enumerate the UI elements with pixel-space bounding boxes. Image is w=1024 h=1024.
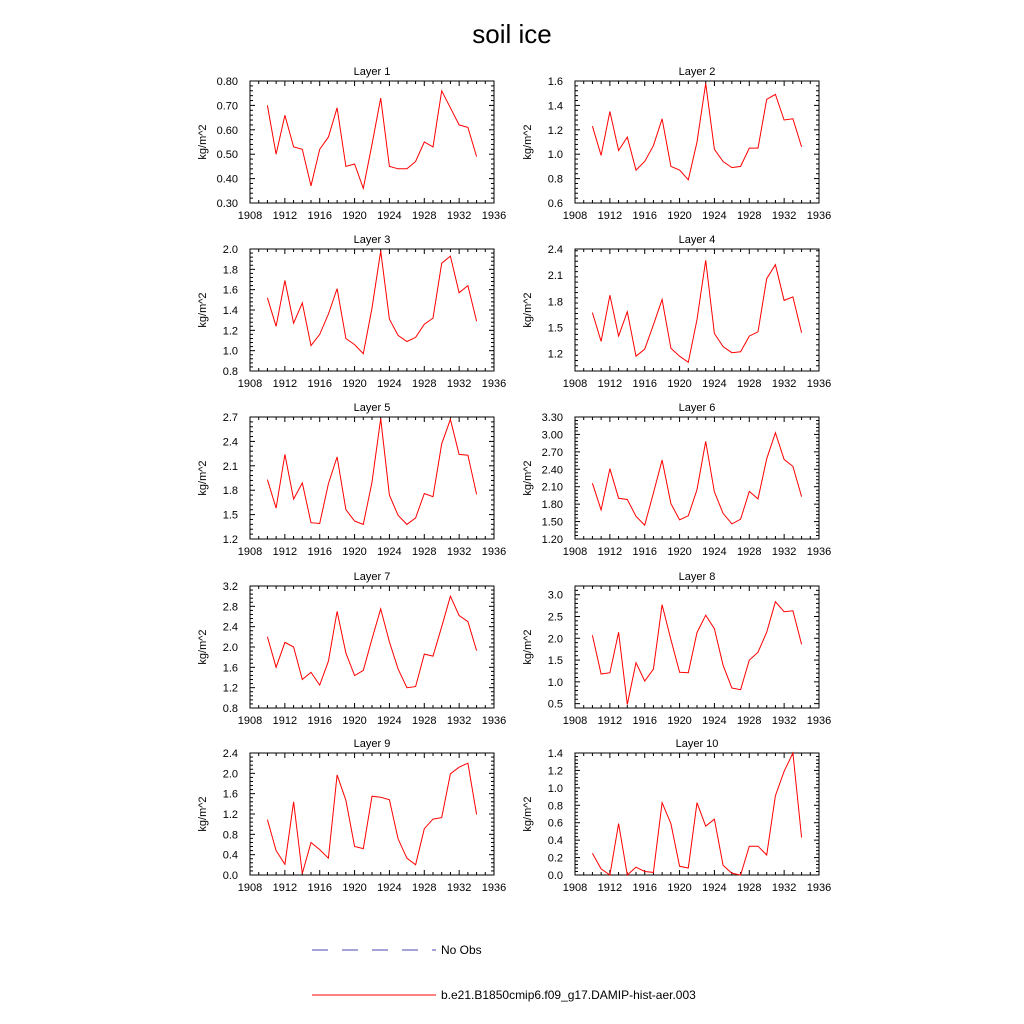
x-tick-label: 1912 [597,715,623,727]
y-tick-label: 1.6 [547,76,563,88]
x-tick-label: 1912 [272,378,298,390]
x-tick-label: 1908 [562,715,588,727]
y-tick-label: 3.2 [222,581,238,593]
series-line [592,260,801,362]
plot-frame [575,249,819,371]
x-tick-label: 1920 [667,882,692,894]
y-tick-label: 0.4 [547,835,563,848]
figure-title: soil ice [472,19,552,49]
x-tick-label: 1924 [377,378,402,390]
x-tick-label: 1916 [632,378,657,390]
y-tick-label: 1.2 [222,809,238,821]
y-tick-label: 2.0 [547,633,563,646]
y-axis-label: kg/m^2 [197,460,209,496]
panel-layer-3 [197,234,506,390]
y-tick-label: 0.40 [216,173,238,186]
plot-frame [575,417,819,539]
y-tick-label: 1.8 [222,264,238,277]
x-tick-label: 1928 [737,378,762,390]
plot-frame [250,586,494,708]
y-axis-label: kg/m^2 [197,292,209,328]
x-tick-label: 1912 [597,546,623,558]
y-tick-label: 0.8 [547,800,563,813]
plot-frame [575,753,819,875]
y-tick-label: 0.2 [547,852,563,865]
plot-frame [575,586,819,708]
panel-layer-6 [522,402,831,558]
series-line [592,83,801,179]
y-tick-label: 2.4 [547,244,563,256]
x-tick-label: 1928 [737,715,762,727]
y-tick-label: 0.8 [222,366,238,378]
x-tick-label: 1916 [632,882,657,894]
panel-layer-10 [522,738,831,894]
x-tick-label: 1932 [446,715,472,727]
y-tick-label: 0.8 [222,703,238,715]
plot-frame [250,753,494,875]
panel-title: Layer 5 [353,402,391,414]
x-tick-label: 1908 [562,378,588,390]
x-tick-label: 1916 [307,210,332,222]
y-tick-label: 1.6 [222,662,238,675]
x-tick-label: 1916 [307,715,332,727]
x-tick-label: 1928 [737,210,762,222]
series-line [592,753,801,875]
x-tick-label: 1920 [342,882,367,894]
y-tick-label: 1.2 [547,765,563,778]
panel-title: Layer 1 [353,66,391,78]
y-tick-label: 1.50 [541,516,563,529]
series-line [267,763,476,873]
y-tick-label: 1.0 [222,345,238,358]
x-tick-label: 1936 [481,378,507,390]
y-tick-label: 0.6 [547,817,563,830]
y-tick-label: 0.70 [216,100,238,113]
y-tick-label: 1.8 [222,485,238,498]
panel-title: Layer 4 [678,234,716,246]
x-tick-label: 1924 [702,715,727,727]
x-tick-label: 1936 [481,546,507,558]
y-tick-label: 2.10 [541,481,563,494]
x-tick-label: 1928 [412,546,437,558]
y-tick-label: 0.50 [216,149,238,162]
y-axis-label: kg/m^2 [522,292,534,328]
x-tick-label: 1928 [412,882,437,894]
x-tick-label: 1924 [377,546,402,558]
y-tick-label: 0.0 [547,870,563,882]
x-tick-label: 1908 [237,546,263,558]
x-tick-label: 1928 [412,210,437,222]
y-tick-label: 0.80 [216,76,238,88]
series-line [267,419,476,525]
x-tick-label: 1920 [667,715,692,727]
y-tick-label: 2.7 [222,412,238,424]
x-tick-label: 1916 [632,210,657,222]
y-tick-label: 2.0 [222,244,238,256]
y-tick-label: 2.5 [547,611,563,624]
y-tick-label: 2.1 [222,460,238,473]
y-tick-label: 1.20 [541,534,563,546]
x-tick-label: 1932 [446,546,472,558]
x-tick-label: 1908 [237,882,263,894]
series-line [592,602,801,705]
y-tick-label: 2.70 [541,446,563,459]
x-tick-label: 1908 [237,210,263,222]
panel-title: Layer 10 [675,738,719,750]
x-tick-label: 1912 [272,882,298,894]
y-tick-label: 3.00 [541,429,563,442]
x-tick-label: 1912 [597,882,623,894]
y-tick-label: 1.0 [547,676,563,689]
x-tick-label: 1912 [272,715,298,727]
x-tick-label: 1916 [307,546,332,558]
x-tick-label: 1920 [667,546,692,558]
x-tick-label: 1936 [806,546,832,558]
panel-title: Layer 6 [678,402,716,414]
series-line [267,91,476,189]
x-tick-label: 1928 [412,378,437,390]
y-axis-label: kg/m^2 [197,124,209,160]
y-tick-label: 0.60 [216,124,238,137]
series-line [267,251,476,354]
x-tick-label: 1932 [771,715,797,727]
series-line [267,596,476,688]
plot-frame [250,417,494,539]
legend-model-label: b.e21.B1850cmip6.f09_g17.DAMIP-hist-aer.003 [441,988,696,1002]
x-tick-label: 1936 [481,882,507,894]
x-tick-label: 1908 [562,546,588,558]
y-tick-label: 2.1 [547,270,563,283]
x-tick-label: 1912 [272,210,298,222]
y-tick-label: 1.5 [547,322,563,335]
y-tick-label: 1.6 [222,788,238,801]
x-tick-label: 1920 [342,378,367,390]
x-tick-label: 1912 [597,378,623,390]
y-tick-label: 2.40 [541,464,563,477]
x-tick-label: 1924 [377,715,402,727]
x-tick-label: 1936 [481,210,507,222]
y-tick-label: 1.0 [547,149,563,162]
y-axis-label: kg/m^2 [522,460,534,496]
y-axis-label: kg/m^2 [522,796,534,832]
x-tick-label: 1936 [806,210,832,222]
x-tick-label: 1932 [446,378,472,390]
x-tick-label: 1908 [237,378,263,390]
y-tick-label: 0.6 [547,198,563,210]
x-tick-label: 1912 [272,546,298,558]
x-tick-label: 1920 [342,210,367,222]
x-tick-label: 1916 [307,882,332,894]
legend-noobs-label: No Obs [441,943,482,957]
panel-layer-4 [522,234,831,390]
y-axis-label: kg/m^2 [522,629,534,665]
x-tick-label: 1920 [342,546,367,558]
y-tick-label: 1.4 [222,305,238,317]
y-tick-label: 2.4 [222,436,238,449]
x-tick-label: 1916 [632,715,657,727]
x-tick-label: 1924 [702,378,727,390]
x-tick-label: 1920 [667,378,692,390]
y-tick-label: 2.4 [222,748,238,760]
x-tick-label: 1936 [806,715,832,727]
x-tick-label: 1936 [806,378,832,390]
y-tick-label: 0.8 [547,173,563,186]
y-tick-label: 2.8 [222,601,238,614]
x-tick-label: 1932 [771,546,797,558]
y-tick-label: 0.5 [547,698,563,711]
series-line [592,433,801,525]
legend [312,943,696,1002]
y-tick-label: 1.8 [547,296,563,309]
x-tick-label: 1932 [771,882,797,894]
y-tick-label: 1.80 [541,499,563,512]
x-tick-label: 1908 [562,210,588,222]
x-tick-label: 1932 [446,210,472,222]
x-tick-label: 1920 [342,715,367,727]
x-tick-label: 1912 [597,210,623,222]
x-tick-label: 1932 [771,378,797,390]
x-tick-label: 1924 [702,546,727,558]
x-tick-label: 1908 [562,882,588,894]
y-tick-label: 0.30 [216,198,238,210]
y-tick-label: 0.0 [222,870,238,882]
y-tick-label: 2.0 [222,642,238,654]
x-tick-label: 1924 [377,210,402,222]
x-tick-label: 1916 [632,546,657,558]
panel-title: Layer 3 [353,234,391,246]
panel-layer-8 [522,571,831,727]
x-tick-label: 1928 [737,546,762,558]
panel-title: Layer 2 [678,66,716,78]
y-tick-label: 1.5 [547,655,563,668]
y-tick-label: 2.4 [222,621,238,634]
x-tick-label: 1908 [237,715,263,727]
y-axis-label: kg/m^2 [197,629,209,665]
x-tick-label: 1924 [702,882,727,894]
x-tick-label: 1924 [702,210,727,222]
x-tick-label: 1928 [737,882,762,894]
panel-title: Layer 8 [678,571,716,583]
y-tick-label: 1.5 [222,509,238,522]
x-tick-label: 1928 [412,715,437,727]
x-tick-label: 1920 [667,210,692,222]
y-tick-label: 3.30 [541,412,563,424]
x-tick-label: 1932 [446,882,472,894]
y-tick-label: 1.2 [222,534,238,546]
x-tick-label: 1936 [481,715,507,727]
panel-title: Layer 9 [353,738,391,750]
x-tick-label: 1936 [806,882,832,894]
y-tick-label: 1.2 [222,682,238,695]
y-tick-label: 1.4 [547,100,563,113]
y-axis-label: kg/m^2 [522,124,534,160]
y-axis-label: kg/m^2 [197,796,209,832]
panels [197,66,831,894]
panel-layer-9 [197,738,506,894]
panel-layer-7 [197,571,506,727]
y-tick-label: 3.0 [547,589,563,602]
y-tick-label: 1.2 [222,325,238,338]
panel-layer-5 [197,402,506,558]
y-tick-label: 1.4 [547,748,563,760]
panel-layer-1 [197,66,506,222]
y-tick-label: 1.2 [547,348,563,361]
x-tick-label: 1924 [377,882,402,894]
y-tick-label: 1.2 [547,124,563,137]
y-tick-label: 0.4 [222,849,238,862]
panel-title: Layer 7 [353,571,391,583]
y-tick-label: 1.0 [547,782,563,795]
panel-layer-2 [522,66,831,222]
y-tick-label: 0.8 [222,829,238,842]
x-tick-label: 1916 [307,378,332,390]
y-tick-label: 2.0 [222,768,238,781]
y-tick-label: 1.6 [222,284,238,297]
x-tick-label: 1932 [771,210,797,222]
